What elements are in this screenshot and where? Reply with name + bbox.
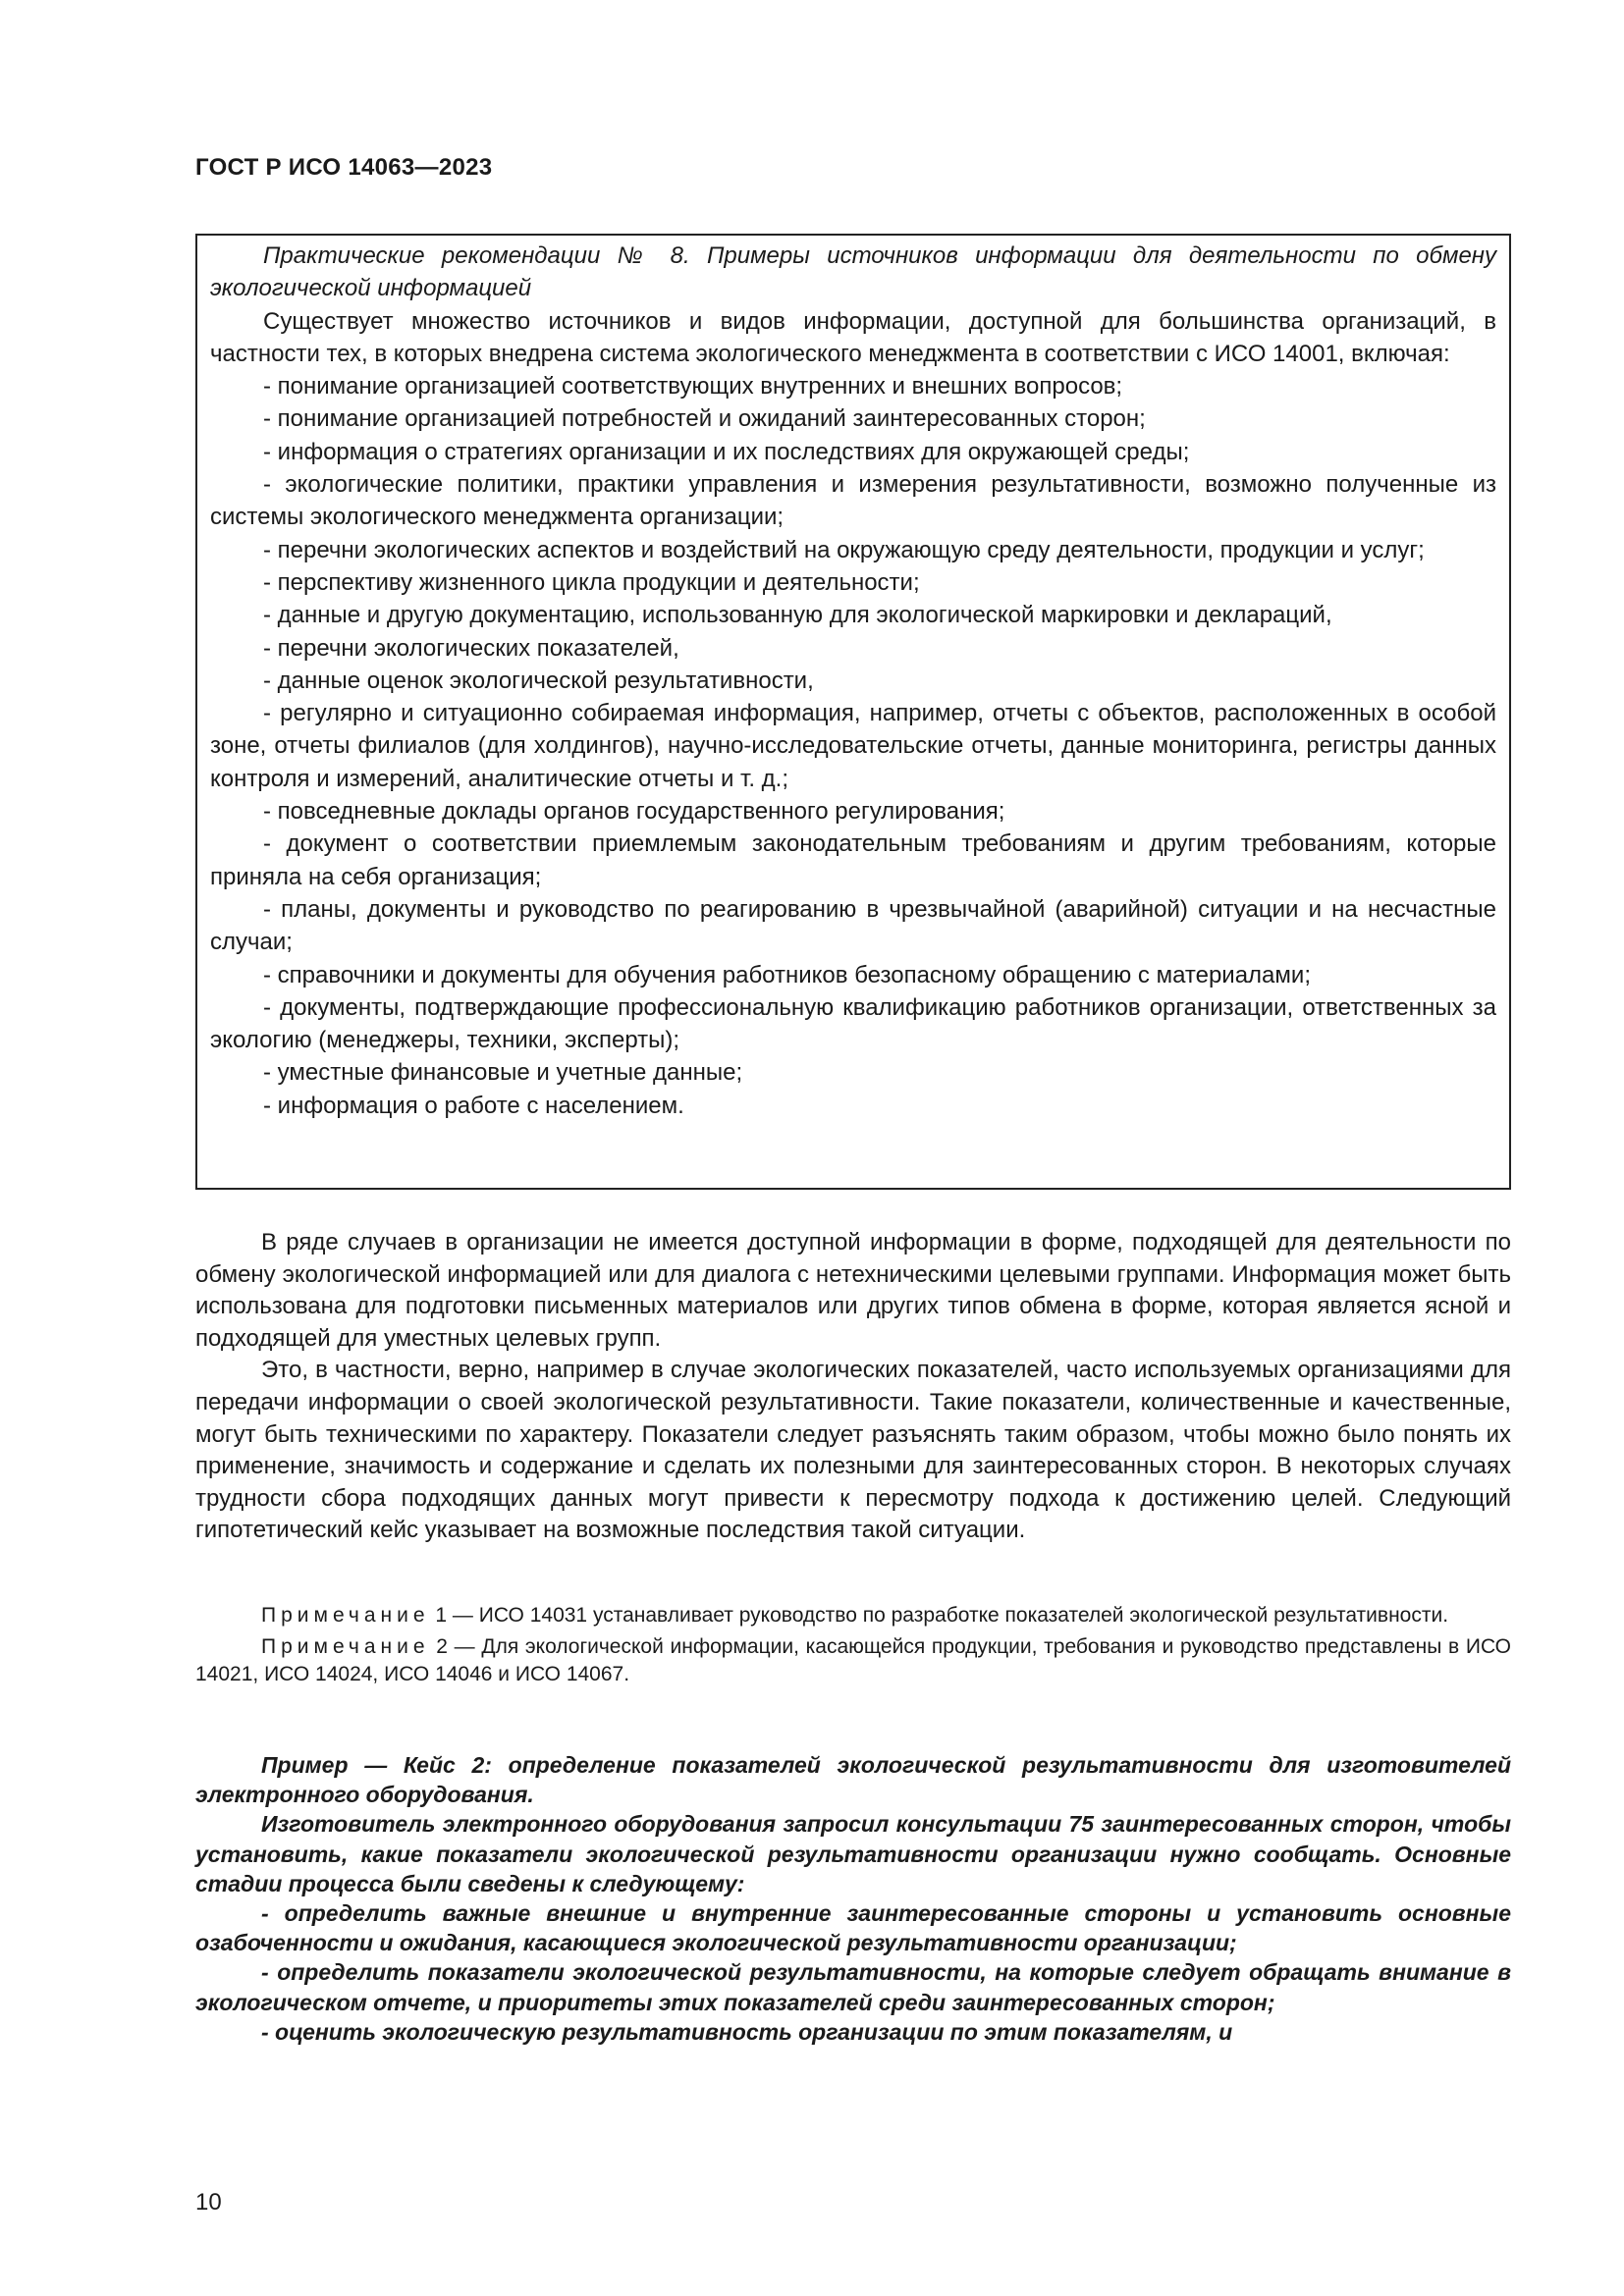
list-item: - понимание организацией потребностей и ожиданий заинтересованных сторон; — [263, 405, 1146, 433]
note-text: 2 — Для экологической информации, касающейся продукции, требования и руководство представлены в ИСО 14021, ИСО 14024, ИСО 14046 и ИСО 14067. — [195, 1635, 1511, 1685]
example-item: - определить показатели экологической результативности, на которые следует обращать внимание в экологическом отчете, и приоритеты этих показателей среди заинтересованных сторон; — [195, 1959, 1511, 2015]
note-text: 1 — ИСО 14031 устанавливает руководство по разработке показателей экологической результативности. — [429, 1604, 1449, 1627]
list-item: - справочники и документы для обучения работников безопасному обращению с материалами; — [263, 961, 1311, 988]
note-label: Примечание — [261, 1604, 430, 1627]
list-item: - экологические политики, практики управления и измерения результативности, возможно полученные из системы экологического менеджмента организации; — [210, 471, 1496, 531]
example-paragraph: Изготовитель электронного оборудования запросил консультации 75 заинтересованных сторон, чтобы установить, какие показатели экологической результативности организации нужно сообщать. Основные стадии процесса были сведены к следующему: — [195, 1811, 1511, 1896]
list-item: - документы, подтверждающие профессиональную квалификацию работников организации, ответственных за экологию (менеджеры, техники, эксперты); — [210, 993, 1496, 1054]
paragraph: Это, в частности, верно, например в случае экологических показателей, часто используемых организациями для передачи информации о своей экологической результативности. Такие показатели, количественные и качественные, могут быть техническими по характеру. Показатели следует разъяснять таким образом, чтобы можно было понять их применение, значимость и содержание и сделать их полезными для заинтересованных сторон. В некоторых случаях трудности сбора подходящих данных могут привести к пересмотру подхода к достижению целей. Следующий гипотетический кейс указывает на возможные последствия такой ситуации. — [195, 1357, 1511, 1544]
list-item: - планы, документы и руководство по реагированию в чрезвычайной (аварийной) ситуации и на несчастные случаи; — [210, 895, 1496, 956]
list-item: - уместные финансовые и учетные данные; — [263, 1059, 743, 1087]
page-number: 10 — [195, 2189, 222, 2216]
list-item: - регулярно и ситуационно собираемая информация, например, отчеты с объектов, расположенных в особой зоне, отчеты филиалов (для холдингов), научно-исследовательские отчеты, данные мониторинга, регистры данных контроля и измерений, аналитические отчеты и т. д.; — [210, 700, 1496, 792]
list-item: - информация о работе с населением. — [263, 1092, 684, 1119]
notes — [195, 1602, 1511, 1692]
practical-recommendation-box — [195, 234, 1511, 1190]
main-text — [195, 1227, 1511, 1547]
note-label: Примечание — [261, 1635, 430, 1658]
document-header: ГОСТ Р ИСО 14063—2023 — [195, 154, 493, 181]
list-item: - документ о соответствии приемлемым законодательным требованиям и другим требованиям, которые приняла на себя организация; — [210, 830, 1496, 890]
box-title: Практические рекомендации № 8. Примеры источников информации для деятельности по обмену экологической информацией — [210, 242, 1496, 302]
list-item: - информация о стратегиях организации и их последствиях для окружающей среды; — [263, 438, 1190, 465]
example-item: - оценить экологическую результативность организации по этим показателям, и — [261, 2018, 1233, 2045]
list-item: - перечни экологических аспектов и воздействий на окружающую среду деятельности, продукции и услуг; — [263, 536, 1425, 563]
list-item: - перечни экологических показателей, — [263, 634, 679, 662]
note-1 — [195, 1602, 1511, 1629]
example-title: Пример — Кейс 2: определение показателей экологической результативности для изготовителей электронного оборудования. — [195, 1752, 1511, 1808]
paragraph: В ряде случаев в организации не имеется доступной информации в форме, подходящей для деятельности по обмену экологической информацией или для диалога с нетехническими целевыми группами. Информация может быть использована для подготовки письменных материалов или других типов обмена в форме, которая является ясной и подходящей для уместных целевых групп. — [195, 1229, 1511, 1352]
note-2 — [195, 1633, 1511, 1688]
list-item: - данные и другую документацию, использованную для экологической маркировки и деклараций, — [263, 602, 1332, 629]
list-item: - перспективу жизненного цикла продукции и деятельности; — [263, 568, 920, 596]
box-intro: Существует множество источников и видов информации, доступной для большинства организаций, в частности тех, в которых внедрена система экологического менеджмента в соответствии с ИСО 14001, включая: — [210, 307, 1496, 367]
list-item: - данные оценок экологической результативности, — [263, 667, 814, 694]
list-item: - повседневные доклады органов государственного регулирования; — [263, 798, 1005, 826]
list-item: - понимание организацией соответствующих внутренних и внешних вопросов; — [263, 373, 1123, 400]
example-item: - определить важные внешние и внутренние заинтересованные стороны и установить основные озабоченности и ожидания, касающиеся экологической результативности организации; — [195, 1900, 1511, 1956]
example-case — [195, 1750, 1511, 2047]
